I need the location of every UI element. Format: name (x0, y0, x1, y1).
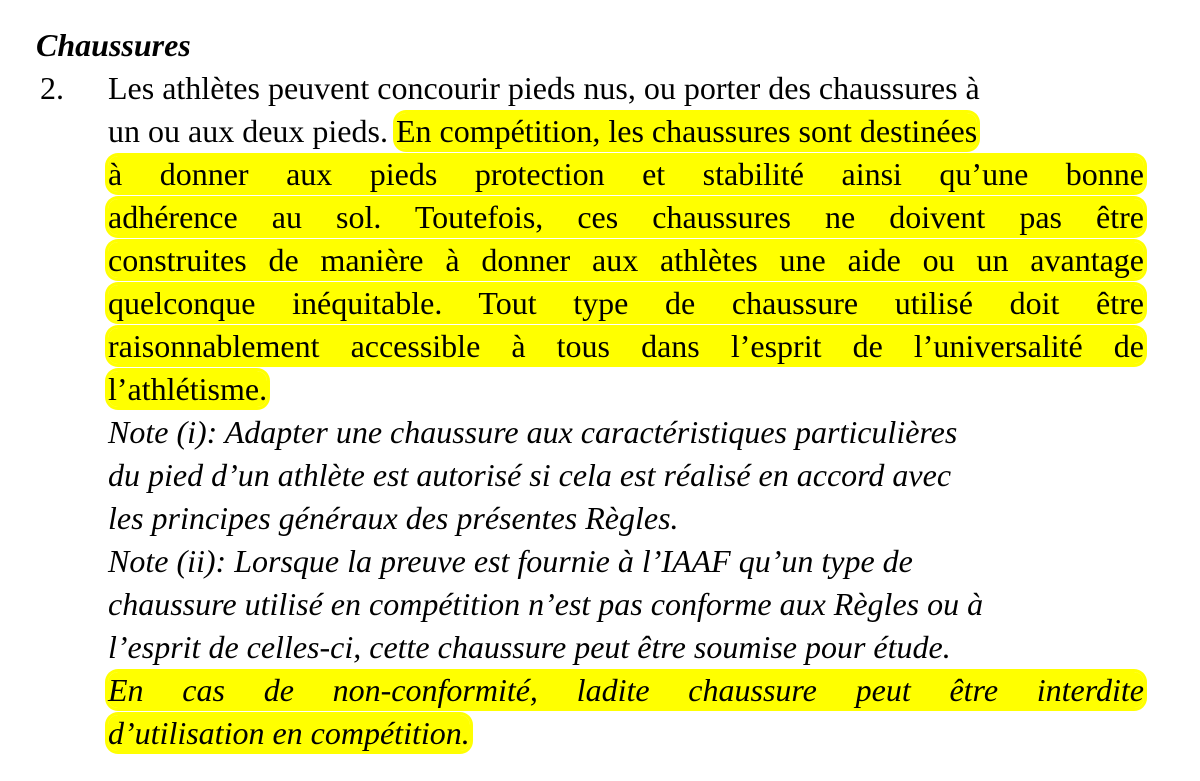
note-line: les principes généraux des présentes Règles. (108, 500, 679, 536)
note-line: chaussure utilisé en compétition n’est pas conforme aux Règles ou à (108, 586, 984, 622)
note-line: Note (ii): Lorsque la preuve est fournie à l’IAAF qu’un type de (108, 543, 913, 579)
note-line (108, 715, 1144, 751)
highlighted-text: d’utilisation en compétition. (108, 715, 470, 751)
note-line: Note (i): Adapter une chaussure aux caractéristiques particulières (108, 414, 958, 450)
paragraph-line (108, 113, 1144, 149)
highlighted-text: construites de manière à donner aux athlètes une aide ou un avantage (108, 242, 1144, 278)
highlighted-text: En cas de non-conformité, ladite chaussure peut être interdite (108, 672, 1144, 708)
section-heading: Chaussures (36, 27, 191, 63)
paragraph-line (108, 328, 1144, 364)
note-line: du pied d’un athlète est autorisé si cela est réalisé en accord avec (108, 457, 952, 493)
paragraph-line (108, 285, 1144, 321)
paragraph-line (108, 371, 1144, 407)
paragraph-line (108, 199, 1144, 235)
paragraph-line (108, 242, 1144, 278)
paragraph-line (108, 156, 1144, 192)
rule-number: 2. (40, 70, 64, 106)
highlighted-text: quelconque inéquitable. Tout type de chaussure utilisé doit être (108, 285, 1144, 321)
highlighted-text: En compétition, les chaussures sont destinées (395, 113, 978, 149)
paragraph-text: un ou aux deux pieds. (108, 113, 396, 149)
note-line: l’esprit de celles-ci, cette chaussure peut être soumise pour étude. (108, 629, 951, 665)
highlighted-text: à donner aux pieds protection et stabilité ainsi qu’une bonne (108, 156, 1144, 192)
highlighted-text: raisonnablement accessible à tous dans l’esprit de l’universalité de (108, 328, 1144, 364)
highlighted-text: l’athlétisme. (108, 371, 268, 407)
note-line (108, 672, 1144, 708)
highlighted-text: adhérence au sol. Toutefois, ces chaussures ne doivent pas être (108, 199, 1144, 235)
paragraph-line: Les athlètes peuvent concourir pieds nus, ou porter des chaussures à (108, 70, 980, 106)
